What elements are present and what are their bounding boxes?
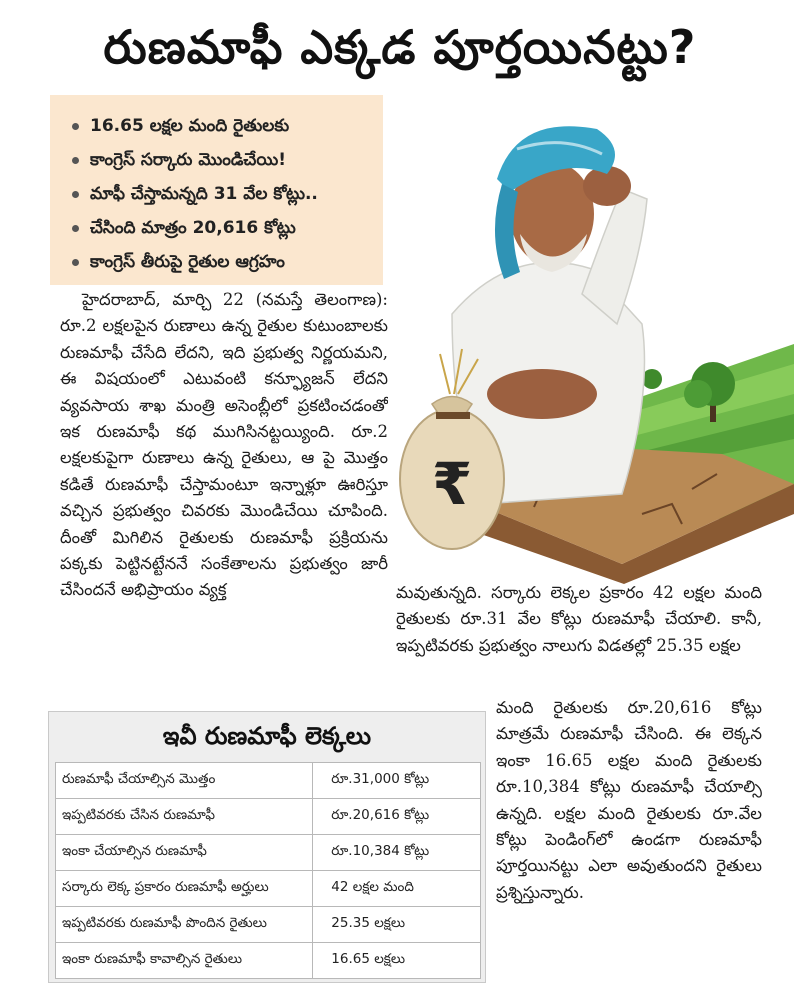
article-column-left: [60, 287, 388, 692]
table-row: [56, 763, 481, 799]
table-row: [56, 943, 481, 979]
loan-waiver-facts-box: [48, 711, 486, 983]
row-value: రూ.20,616 కోట్లు: [313, 799, 481, 835]
highlight-item: కాంగ్రెస్ సర్కారు మొండిచేయి!: [68, 143, 373, 177]
row-value: 25.35 లక్షలు: [313, 907, 481, 943]
highlights-box: [50, 95, 383, 285]
row-value: రూ.10,384 కోట్లు: [313, 835, 481, 871]
row-label: సర్కారు లెక్క ప్రకారం రుణమాఫీ అర్హులు: [56, 871, 313, 907]
highlight-item: మాఫీ చేస్తామన్నది 31 వేల కోట్లు..: [68, 177, 373, 211]
highlight-item: చేసింది మాత్రం 20,616 కోట్లు: [68, 211, 373, 245]
highlight-item: కాంగ్రెస్ తీరుపై రైతుల ఆగ్రహం: [68, 245, 373, 279]
facts-table: [55, 762, 481, 979]
headline: రుణమాఫీ ఎక్కడ పూర్తయినట్టు?: [103, 20, 697, 74]
row-label: ఇంకా రుణమాఫీ కావాల్సిన రైతులు: [56, 943, 313, 979]
article-paragraph: హైదరాబాద్, మార్చి 22 (నమస్తే తెలంగాణ): రూ.2 లక్షలపైన రుణాలు ఉన్న రైతుల కుటుంబాలకు రుణమాఫీ చేసేది లేదని, ఇది ప్రభుత్వ నిర్ణయమని, ఈ విషయంలో ఎటువంటి కన్ఫ్యూజన్ లేదని వ్యవసాయ శాఖ మంత్రి అసెంబ్లీలో ప్రకటించడంతో ఇక రుణమాఫీ కథ ముగిసినట్టయ్యింది. రూ.2 లక్షలకుపైగా రుణాలు ఉన్న రైతులు, ఆ పై మొత్తం కడితే రుణమాఫీ చేస్తామంటూ ఇన్నాళ్లూ ఊరిస్తూ వచ్చిన ప్రభుత్వం చివరకు మొండిచేయి చూపింది. దీంతో మిగిలిన రైతులకు రుణమాఫీ ప్రక్రియను పక్కకు పెట్టినట్టేననే సంకేతాలను ప్రభుత్వం జారీ చేసిందనే అభిప్రాయం వ్యక్త: [60, 290, 388, 600]
row-label: రుణమాఫీ చేయాల్సిన మొత్తం: [56, 763, 313, 799]
farmer-photo: [392, 94, 794, 584]
row-label: ఇప్పటివరకు చేసిన రుణమాఫీ: [56, 799, 313, 835]
table-row: [56, 871, 481, 907]
table-row: [56, 799, 481, 835]
article-paragraph: మంది రైతులకు రూ.20,616 కోట్లు మాత్రమే రుణమాఫీ చేసింది. ఈ లెక్కన ఇంకా 16.65 లక్షల మంది రైతులకు రూ.10,384 కోట్లు రుణమాఫీ చేయాల్సి ఉన్నది. లక్షల మంది రైతులకు రూ.వేల కోట్లు పెండింగ్‌లో ఉండగా రుణమాఫీ పూర్తయినట్టు ఎలా అవుతుందని రైతులు ప్రశ్నిస్తున్నారు.: [496, 698, 762, 902]
row-label: ఇప్పటివరకు రుణమాఫీ పొందిన రైతులు: [56, 907, 313, 943]
article-paragraph: మవుతున్నది. సర్కారు లెక్కల ప్రకారం 42 లక్షల మంది రైతులకు రూ.31 వేల కోట్లు రుణమాఫీ చేయాలి. కానీ, ఇప్పటివరకు ప్రభుత్వం నాలుగు విడతల్లో 25.35 లక్షల: [396, 583, 762, 655]
table-row: [56, 907, 481, 943]
article-column-right-bottom: [496, 695, 762, 980]
highlight-item: 16.65 లక్షల మంది రైతులకు: [68, 109, 373, 143]
table-row: [56, 835, 481, 871]
rupee-icon: ₹: [431, 450, 473, 518]
row-value: 42 లక్షల మంది: [313, 871, 481, 907]
row-value: రూ.31,000 కోట్లు: [313, 763, 481, 799]
table-title: ఇవీ రుణమాఫీ లెక్కలు: [162, 722, 372, 750]
row-label: ఇంకా చేయాల్సిన రుణమాఫీ: [56, 835, 313, 871]
article-column-right-top: [396, 580, 762, 690]
row-value: 16.65 లక్షలు: [313, 943, 481, 979]
